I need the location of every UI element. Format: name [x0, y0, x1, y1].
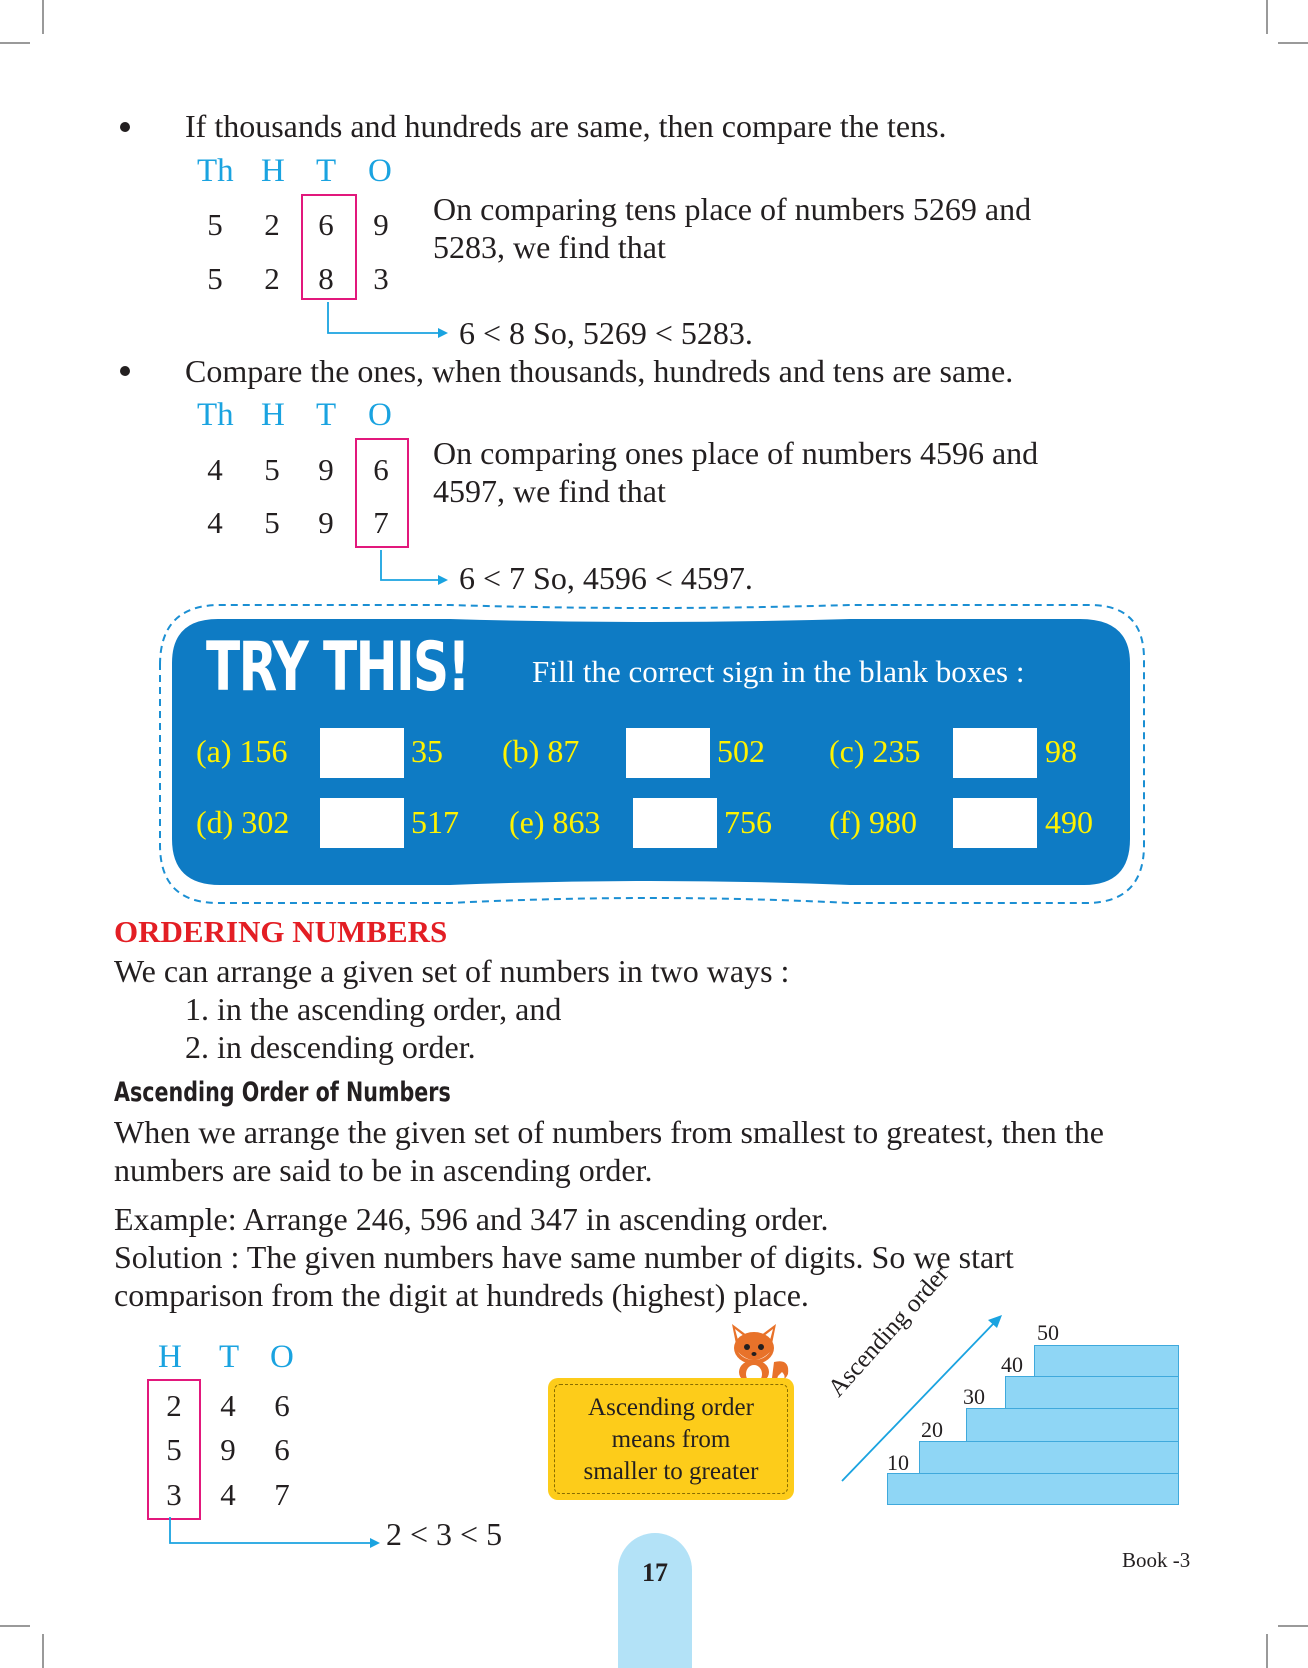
- page-number: 17: [642, 1558, 668, 1587]
- book-label: Book -3: [1122, 1548, 1191, 1572]
- digit: 7: [373, 505, 389, 540]
- digit: 3: [373, 261, 389, 296]
- section2-result: 6 < 7 So, 4596 < 4597.: [459, 560, 753, 596]
- ones-highlight-box: [355, 438, 409, 548]
- item-right: 756: [724, 804, 772, 840]
- try-this-title: TRY THIS!: [206, 628, 469, 707]
- bullet: [120, 366, 130, 376]
- stair-value-40: 40: [1001, 1352, 1023, 1377]
- item-right: 35: [411, 733, 443, 769]
- header-th: Th: [197, 397, 234, 433]
- digit: 4: [207, 505, 223, 540]
- item-right: 517: [411, 804, 459, 840]
- note-line-2: means from: [611, 1426, 731, 1453]
- solution-text-2: comparison from the digit at hundreds (highest) place.: [114, 1277, 809, 1313]
- hto-result: 2 < 3 < 5: [386, 1516, 503, 1552]
- digit: 3: [166, 1477, 182, 1512]
- stair-value-50: 50: [1037, 1320, 1059, 1345]
- digit: 9: [220, 1432, 236, 1467]
- digit: 5: [264, 452, 280, 487]
- crop-mark: [0, 1625, 30, 1627]
- crop-mark: [1266, 0, 1268, 34]
- digit: 9: [318, 452, 334, 487]
- section2-explanation-2: 4597, we find that: [433, 473, 666, 509]
- digit: 2: [264, 261, 280, 296]
- header-h: H: [261, 153, 285, 189]
- note-line-1: Ascending order: [588, 1394, 754, 1421]
- example-text: Example: Arrange 246, 596 and 347 in ascending order.: [114, 1201, 829, 1237]
- digit: 9: [373, 207, 389, 242]
- ordering-heading: ORDERING NUMBERS: [114, 914, 448, 949]
- answer-box-b[interactable]: [626, 728, 710, 778]
- item-left: (a) 156: [196, 733, 288, 769]
- try-this-instruction: Fill the correct sign in the blank boxes :: [532, 654, 1025, 689]
- stair-value-20: 20: [921, 1417, 943, 1442]
- digit: 4: [220, 1388, 236, 1423]
- header-th: Th: [197, 153, 234, 189]
- header-t: T: [219, 1339, 240, 1375]
- section2-bullet-text: Compare the ones, when thousands, hundreds and tens are same.: [185, 353, 1014, 389]
- note-box: [548, 1378, 794, 1500]
- digit: 4: [207, 452, 223, 487]
- section1-result: 6 < 8 So, 5269 < 5283.: [459, 315, 753, 351]
- digit: 5: [166, 1432, 182, 1467]
- item-left: (c) 235: [829, 733, 921, 769]
- digit: 6: [318, 207, 334, 242]
- section2-explanation-1: On comparing ones place of numbers 4596 and: [433, 435, 1039, 471]
- ordering-way-1: 1. in the ascending order, and: [185, 991, 562, 1027]
- answer-box-f[interactable]: [953, 798, 1037, 848]
- ascending-order-label: Ascending order: [823, 1260, 955, 1403]
- crop-mark: [1266, 1634, 1268, 1668]
- stair-step-3: [966, 1408, 1179, 1442]
- stair-step-5: [1034, 1345, 1179, 1377]
- header-o: O: [368, 397, 392, 433]
- digit: 5: [207, 207, 223, 242]
- hundreds-highlight-box: [147, 1379, 201, 1520]
- answer-box-d[interactable]: [320, 798, 404, 848]
- section1-explanation-1: On comparing tens place of numbers 5269 and: [433, 191, 1032, 227]
- solution-text-1: Solution : The given numbers have same number of digits. So we start: [114, 1239, 1014, 1275]
- header-t: T: [316, 397, 337, 433]
- item-right: 490: [1045, 804, 1093, 840]
- stair-step-2: [919, 1441, 1179, 1474]
- answer-box-c[interactable]: [953, 728, 1037, 778]
- header-o: O: [270, 1339, 294, 1375]
- ascending-def-2: numbers are said to be in ascending order.: [114, 1152, 653, 1188]
- digit: 5: [207, 261, 223, 296]
- ascending-def-1: When we arrange the given set of numbers from smallest to greatest, then the: [114, 1114, 1104, 1150]
- item-left: (e) 863: [509, 804, 601, 840]
- section1-arrow: [320, 300, 450, 340]
- header-h: H: [261, 397, 285, 433]
- ordering-intro: We can arrange a given set of numbers in two ways :: [114, 953, 790, 989]
- stair-value-30: 30: [963, 1384, 985, 1409]
- item-left: (f) 980: [829, 804, 917, 840]
- crop-mark: [42, 1634, 44, 1668]
- digit: 5: [264, 505, 280, 540]
- page-number-tab: [618, 1533, 692, 1668]
- section1-bullet-text: If thousands and hundreds are same, then compare the tens.: [185, 108, 947, 144]
- digit: 4: [220, 1477, 236, 1512]
- item-right: 502: [717, 733, 765, 769]
- ascending-heading: Ascending Order of Numbers: [114, 1077, 451, 1108]
- header-t: T: [316, 153, 337, 189]
- header-o: O: [368, 153, 392, 189]
- crop-mark: [1278, 42, 1308, 44]
- section2-arrow: [374, 548, 450, 588]
- digit: 2: [166, 1388, 182, 1423]
- header-h: H: [158, 1339, 182, 1375]
- digit: 2: [264, 207, 280, 242]
- crop-mark: [1278, 1625, 1308, 1627]
- digit: 6: [373, 452, 389, 487]
- item-left: (b) 87: [502, 733, 580, 769]
- stair-step-1: [887, 1473, 1179, 1505]
- answer-box-a[interactable]: [320, 728, 404, 778]
- ordering-way-2: 2. in descending order.: [185, 1029, 476, 1065]
- note-line-3: smaller to greater: [583, 1458, 759, 1485]
- tens-highlight-box: [301, 194, 357, 300]
- stair-step-4: [1005, 1376, 1179, 1409]
- item-right: 98: [1045, 733, 1077, 769]
- digit: 8: [318, 261, 334, 296]
- crop-mark: [42, 0, 44, 34]
- fox-icon: [722, 1322, 792, 1386]
- bullet: [120, 122, 130, 132]
- digit: 7: [274, 1477, 290, 1512]
- answer-box-e[interactable]: [633, 798, 717, 848]
- item-left: (d) 302: [196, 804, 290, 840]
- crop-mark: [0, 42, 30, 44]
- digit: 9: [318, 505, 334, 540]
- digit: 6: [274, 1388, 290, 1423]
- stair-value-10: 10: [887, 1450, 909, 1475]
- section1-explanation-2: 5283, we find that: [433, 229, 666, 265]
- digit: 6: [274, 1432, 290, 1467]
- hto-arrow: [160, 1515, 382, 1551]
